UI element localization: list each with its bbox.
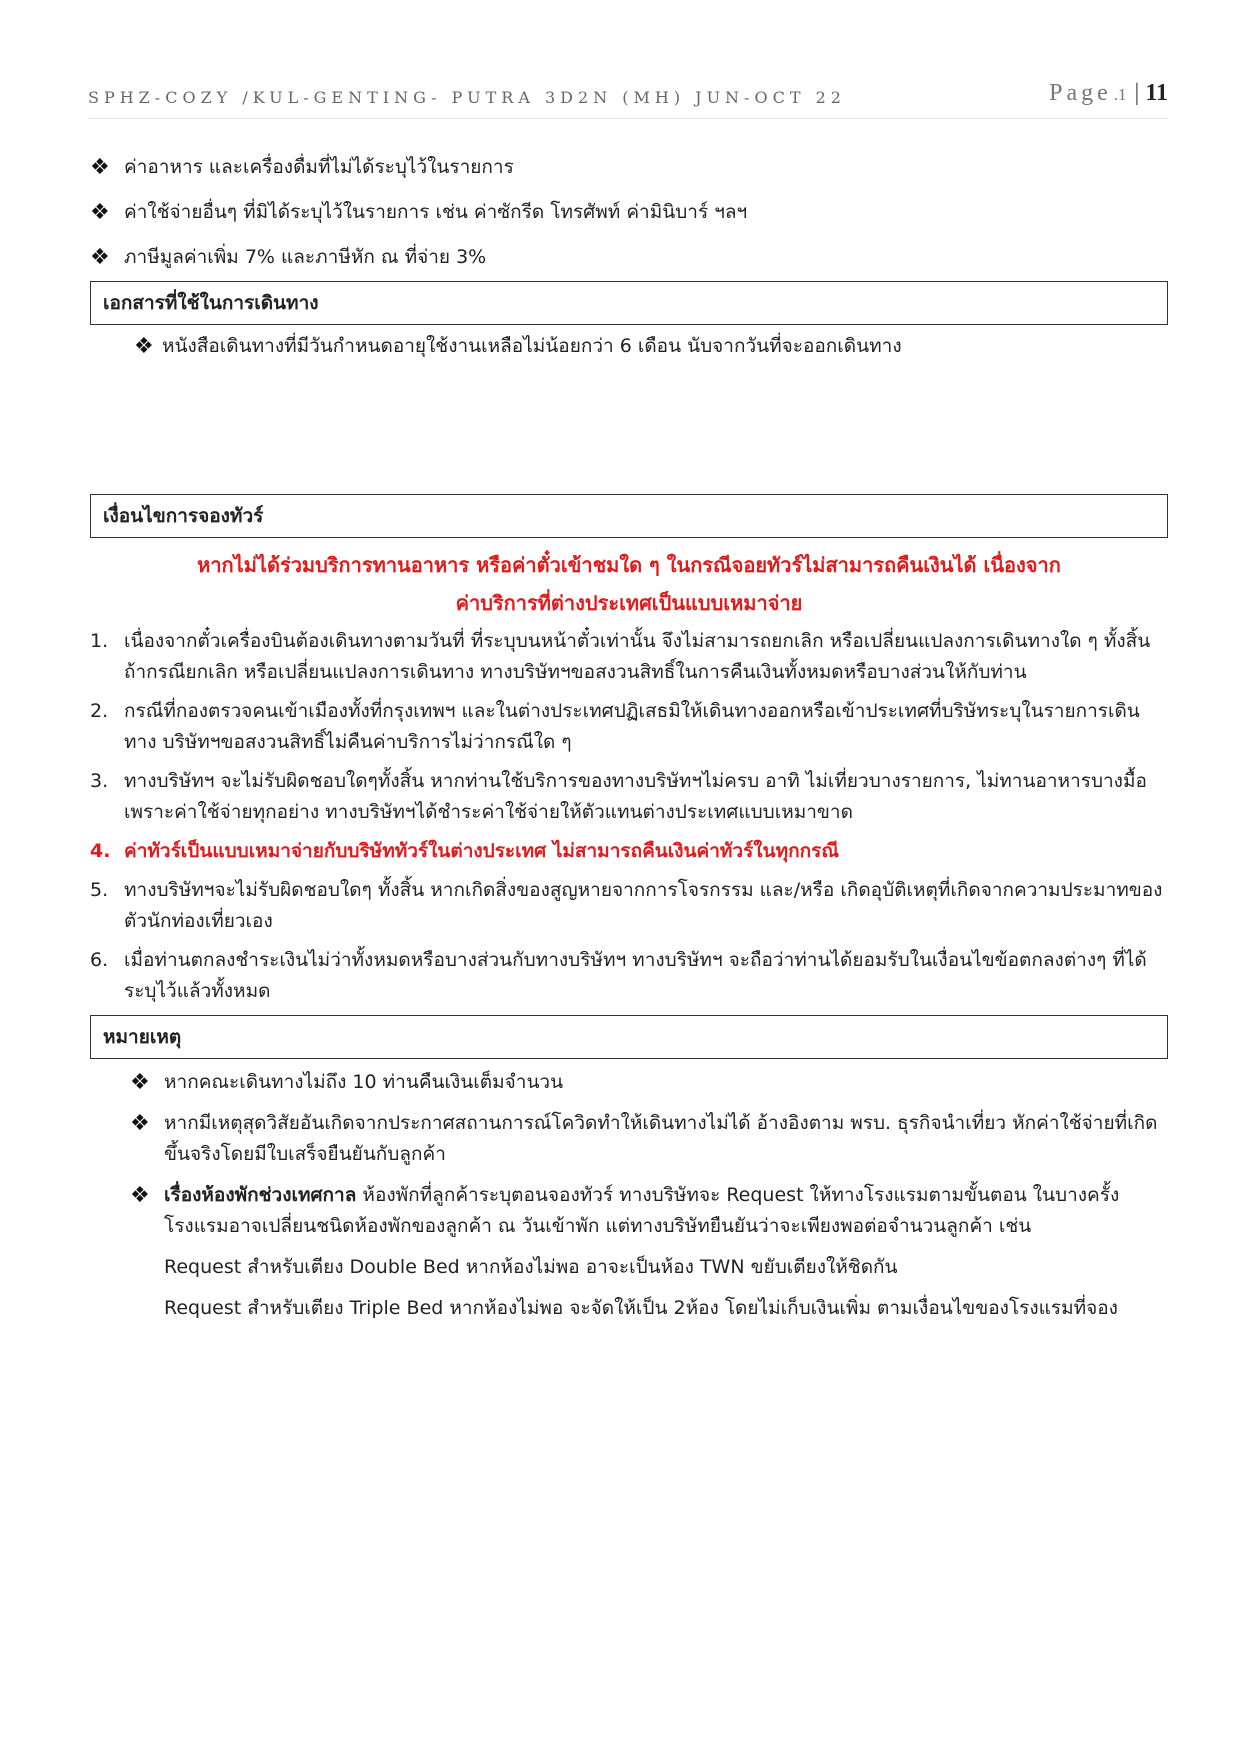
diamond-bullet-icon: ❖ [134,334,154,359]
note-text: หากมีเหตุสุดวิสัยอันเกิดจากประกาศสถานการณ์โควิดทำให้เดินทางไม่ได้ อ้างอิงตาม พรบ. ธุรกิจนำเที่ยว หักค่าใช้จ่ายที่เกิดขึ้นจริงโดยมีใบเสร็จยืนยันกับลูกค้า [164,1112,1158,1165]
condition-text: เมื่อท่านตกลงชำระเงินไม่ว่าทั้งหมดหรือบางส่วนกับทางบริษัทฯ ทางบริษัทฯ จะถือว่าท่านได้ยอมรับในเงื่อนไขข้อตกลงต่างๆ ที่ได้ระบุไว้แล้วทั้งหมด [124,949,1147,1002]
excluded-item [90,242,1168,273]
page-total: 11 [1145,80,1168,106]
condition-text: ค่าทัวร์เป็นแบบเหมาจ่ายกับบริษัททัวร์ในต่างประเทศ ไม่สามารถคืนเงินค่าทัวร์ในทุกกรณี [124,840,839,862]
note-text [164,1180,1168,1242]
diamond-bullet-icon: ❖ [90,155,110,180]
excluded-item-text: ค่าใช้จ่ายอื่นๆ ที่มิได้ระบุไว้ในรายการ เช่น ค่าซักรีด โทรศัพท์ ค่ามินิบาร์ ฯลฯ [124,201,748,223]
excluded-item [90,197,1168,228]
page-indicator [1049,80,1168,107]
notes-section-title: หมายเหตุ [90,1015,1168,1059]
diamond-bullet-icon: ❖ [130,1070,150,1095]
condition-number: 3. [90,770,109,792]
warning-line-2: ค่าบริการที่ต่างประเทศเป็นแบบเหมาจ่าย [455,591,803,615]
condition-number: 6. [90,949,109,971]
conditions-list [90,626,1168,1007]
warning-line-1: หากไม่ได้ร่วมบริการทานอาหาร หรือค่าตั๋วเข้าชมใด ๆ ในกรณีจอยทัวร์ไม่สามารถคืนเงินได้ เนื่องจาก [197,553,1061,577]
note-item [130,1067,1168,1098]
condition-item [90,766,1168,828]
condition-text: เนื่องจากตั๋วเครื่องบินต้องเดินทางตามวันที่ ที่ระบุบนหน้าตั๋วเท่านั้น จึงไม่สามารถยกเลิก หรือเปลี่ยนแปลงการเดินทางใด ๆ ทั้งสิ้น ถ้ากรณียกเลิก หรือเปลี่ยนแปลงการเดินทาง ทางบริษัทฯขอสงวนสิทธิ์ในการคืนเงินทั้งหมดหรือบางส่วนให้กับท่าน [124,630,1151,683]
notes-list [90,1067,1168,1324]
conditions-warning [110,546,1148,622]
condition-number: 1. [90,630,109,652]
diamond-bullet-icon: ❖ [130,1111,150,1136]
spacer [90,362,1168,494]
note-body: ห้องพักที่ลูกค้าระบุตอนจองทัวร์ ทางบริษัทจะ Request ให้ทางโรงแรมตามขั้นตอน ในบางครั้งโรงแรมอาจเปลี่ยนชนิดห้องพักของลูกค้า ณ วันเข้าพัก แต่ทางบริษัทยืนยันว่าจะเพียงพอต่อจำนวนลูกค้า เช่น [164,1184,1120,1237]
page-header [88,78,1168,119]
note-text: หากคณะเดินทางไม่ถึง 10 ท่านคืนเงินเต็มจำนวน [164,1071,564,1093]
note-item [130,1180,1168,1242]
condition-item [90,696,1168,758]
condition-item-highlight [90,836,1168,867]
condition-text: ทางบริษัทฯจะไม่รับผิดชอบใดๆ ทั้งสิ้น หากเกิดสิ่งของสูญหายจากการโจรกรรม และ/หรือ เกิดอุบัติเหตุที่เกิดจากความประมาทของตัวนักท่องเที่ยวเอง [124,879,1163,932]
conditions-section-title: เงื่อนไขการจองทัวร์ [90,494,1168,538]
note-sub-line: Request สำหรับเตียง Triple Bed หากห้องไม่พอ จะจัดให้เป็น 2ห้อง โดยไม่เก็บเงินเพิ่ม ตามเงื่อนไขของโรงแรมที่จอง [164,1297,1118,1319]
condition-item [90,945,1168,1007]
documents-item [134,331,1168,362]
document-body [90,152,1168,1334]
condition-text: ทางบริษัทฯ จะไม่รับผิดชอบใดๆทั้งสิ้น หากท่านใช้บริการของทางบริษัทฯไม่ครบ อาทิ ไม่เที่ยวบางรายการ, ไม่ทานอาหารบางมื้อ เพราะค่าใช้จ่ายทุกอย่าง ทางบริษัทฯได้ชำระค่าใช้จ่ายให้ตัวแทนต่างประเทศแบบเหมาขาด [124,770,1147,823]
condition-number: 5. [90,879,109,901]
condition-item [90,875,1168,937]
condition-item [90,626,1168,688]
condition-text: กรณีที่กองตรวจคนเข้าเมืองทั้งที่กรุงเทพฯ และในต่างประเทศปฏิเสธมิให้เดินทางออกหรือเข้าประเทศที่บริษัทระบุในรายการเดินทาง บริษัทฯขอสงวนสิทธิ์ไม่คืนค่าบริการไม่ว่ากรณีใด ๆ [124,700,1140,753]
diamond-bullet-icon: ❖ [90,245,110,270]
documents-section-title: เอกสารที่ใช้ในการเดินทาง [90,281,1168,325]
tour-code: SPHZ-COZY /KUL-GENTING- PUTRA 3D2N (MH) JUN-OCT 22 [88,88,846,107]
note-item [130,1108,1168,1170]
page-separator: | [1134,80,1140,106]
condition-number: 4. [90,840,111,862]
excluded-item-text: ค่าอาหาร และเครื่องดื่มที่ไม่ได้ระบุไว้ในรายการ [124,156,514,178]
page-number: .1 [1113,85,1127,104]
documents-item-text: หนังสือเดินทางที่มีวันกำหนดอายุใช้งานเหลือไม่น้อยกว่า 6 เดือน นับจากวันที่จะออกเดินทาง [162,335,902,357]
note-sub-line: Request สำหรับเตียง Double Bed หากห้องไม่พอ อาจะเป็นห้อง TWN ขยับเตียงให้ชิดกัน [164,1256,898,1278]
excluded-item-text: ภาษีมูลค่าเพิ่ม 7% และภาษีหัก ณ ที่จ่าย 3% [124,246,487,268]
note-bold-lead: เรื่องห้องพักช่วงเทศกาล [164,1184,357,1206]
diamond-bullet-icon: ❖ [90,200,110,225]
condition-number: 2. [90,700,109,722]
excluded-item [90,152,1168,183]
diamond-bullet-icon: ❖ [130,1183,150,1208]
page-word: Page [1049,80,1112,106]
